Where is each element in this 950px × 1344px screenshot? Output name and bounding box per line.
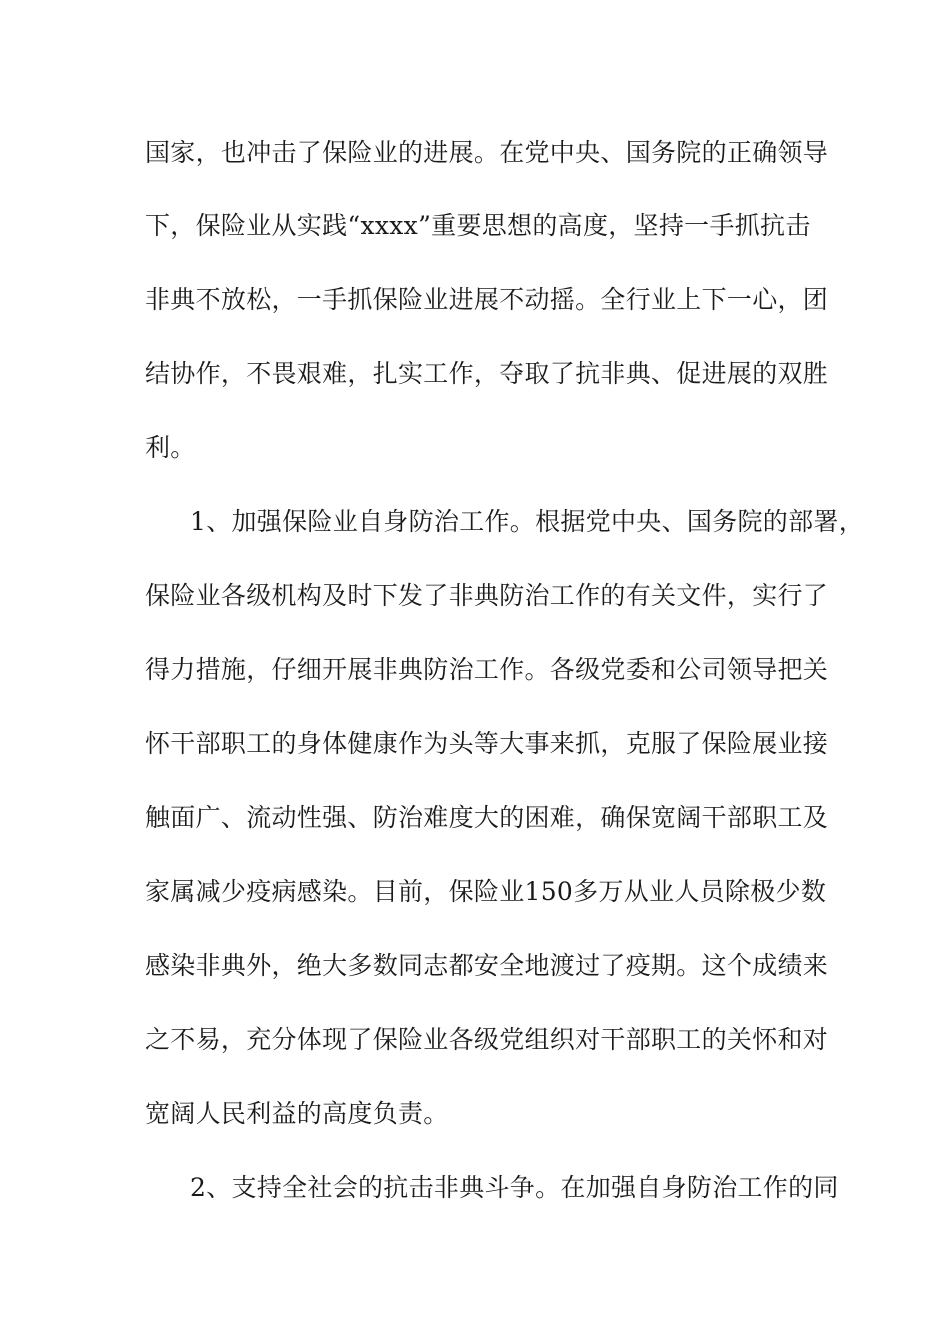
- text-line: 家属减少疫病感染。目前，保险业150多万从业人员除极少数: [145, 877, 827, 906]
- text-line: 2、支持全社会的抗击非典斗争。在加强自身防治工作的同: [190, 1173, 839, 1202]
- text-line: 结协作，不畏艰难，扎实工作，夺取了抗非典、促进展的双胜: [145, 359, 829, 388]
- text-line: 1、加强保险业自身防治工作。根据党中央、国务院的部署，: [190, 507, 865, 536]
- text-line: 非典不放松，一手抓保险业进展不动摇。全行业上下一心，团: [145, 285, 829, 314]
- text-line: 得力措施，仔细开展非典防治工作。各级党委和公司领导把关: [145, 655, 829, 684]
- text-line: 保险业各级机构及时下发了非典防治工作的有关文件，实行了: [145, 581, 829, 610]
- text-line: 触面广、流动性强、防治难度大的困难，确保宽阔干部职工及: [145, 803, 829, 832]
- text-line: 利。: [145, 433, 196, 462]
- text-line: 之不易，充分体现了保险业各级党组织对干部职工的关怀和对: [145, 1025, 829, 1054]
- text-line: 国家，也冲击了保险业的进展。在党中央、国务院的正确领导: [145, 138, 829, 167]
- text-line: 怀干部职工的身体健康作为头等大事来抓，克服了保险展业接: [145, 729, 829, 758]
- text-line: 感染非典外，绝大多数同志都安全地渡过了疫期。这个成绩来: [145, 951, 829, 980]
- text-line: 下，保险业从实践“xxxx”重要思想的高度，坚持一手抓抗击: [145, 211, 811, 240]
- text-line: 宽阔人民利益的高度负责。: [145, 1099, 449, 1128]
